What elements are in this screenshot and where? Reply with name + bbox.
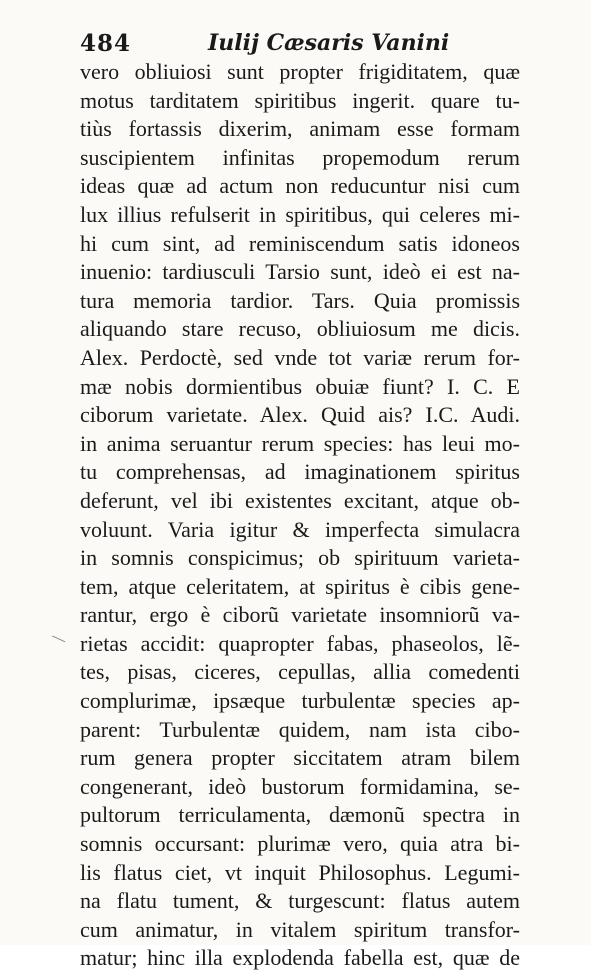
text-line: in somnis conspicimus; ob spirituum varieta- (80, 545, 520, 571)
text-line: in anima seruantur rerum species: has leui mo- (80, 430, 520, 456)
text-line: tem, atque celeritatem, at spiritus è cibis gene- (80, 573, 520, 599)
text-line: complurimæ, ipsæque turbulentæ species ap- (80, 688, 520, 714)
text-line: voluunt. Varia igitur & imperfecta simulacra (80, 516, 520, 542)
margin-ink-mark (49, 635, 65, 649)
running-head: Iulij Cæsaris Vanini (208, 30, 450, 56)
text-line: vero obliuiosi sunt propter frigiditatem, quæ (80, 59, 520, 84)
text-line: deferunt, vel ibi existentes excitant, atque ob- (80, 487, 520, 513)
text-line: lis flatus ciet, vt inquit Philosophus. Legumi- (80, 859, 520, 885)
text-line: suscipientem infinitas propemodum rerum (80, 144, 520, 170)
text-line: ideas quæ ad actum non reducuntur nisi cum (80, 173, 520, 199)
text-line: tu comprehensas, ad imaginationem spiritus (80, 459, 520, 485)
text-line: parent: Turbulentæ quidem, nam ista cibo- (80, 716, 520, 742)
text-line: congenerant, ideò bustorum formidamina, se- (80, 773, 520, 799)
text-line: rantur, ergo è ciborũ varietate insomniorũ va- (80, 602, 520, 628)
text-line: somnis occursant: plurimæ vero, quia atra bi- (80, 831, 520, 857)
text-line: hi cum sint, ad reminiscendum satis idoneos (80, 230, 520, 256)
text-line: rietas accidit: quapropter fabas, phaseolos, lẽ- (80, 630, 520, 656)
text-line: na flatu tument, & turgescunt: flatus autem (80, 888, 520, 914)
text-line: lux illius refulserit in spiritibus, qui celeres mi- (80, 201, 520, 227)
text-line: ciborum varietate. Alex. Quid ais? I.C. Audi. (80, 402, 520, 428)
text-line: rum genera propter siccitatem atram bilem (80, 745, 520, 771)
text-line: aliquando stare recuso, obliuiosum me dicis. (80, 316, 520, 342)
page-number: 484 (80, 30, 132, 57)
body-text (80, 58, 520, 973)
text-line: pultorum terriculamenta, dæmonũ spectra in (80, 802, 520, 828)
text-line: cum animatur, in vitalem spiritum transfor- (80, 916, 520, 942)
text-line: tiùs fortassis dixerim, animam esse formam (80, 116, 520, 142)
text-line: inuenio: tardiusculi Tarsio sunt, ideò ei est na- (80, 259, 520, 285)
text-line: tes, pisas, ciceres, cepullas, allia comedenti (80, 659, 520, 685)
text-line: Alex. Perdoctè, sed vnde tot variæ rerum for- (80, 344, 520, 370)
text-line: matur; hinc illa explodenda fabella est, quæ de (80, 945, 520, 971)
text-line: mæ nobis dormientibus obuiæ fiunt? I. C. E (80, 373, 520, 399)
text-line: tura memoria tardior. Tars. Quia promissis (80, 287, 520, 313)
text-line: motus tarditatem spiritibus ingerit. quare tu- (80, 87, 520, 113)
